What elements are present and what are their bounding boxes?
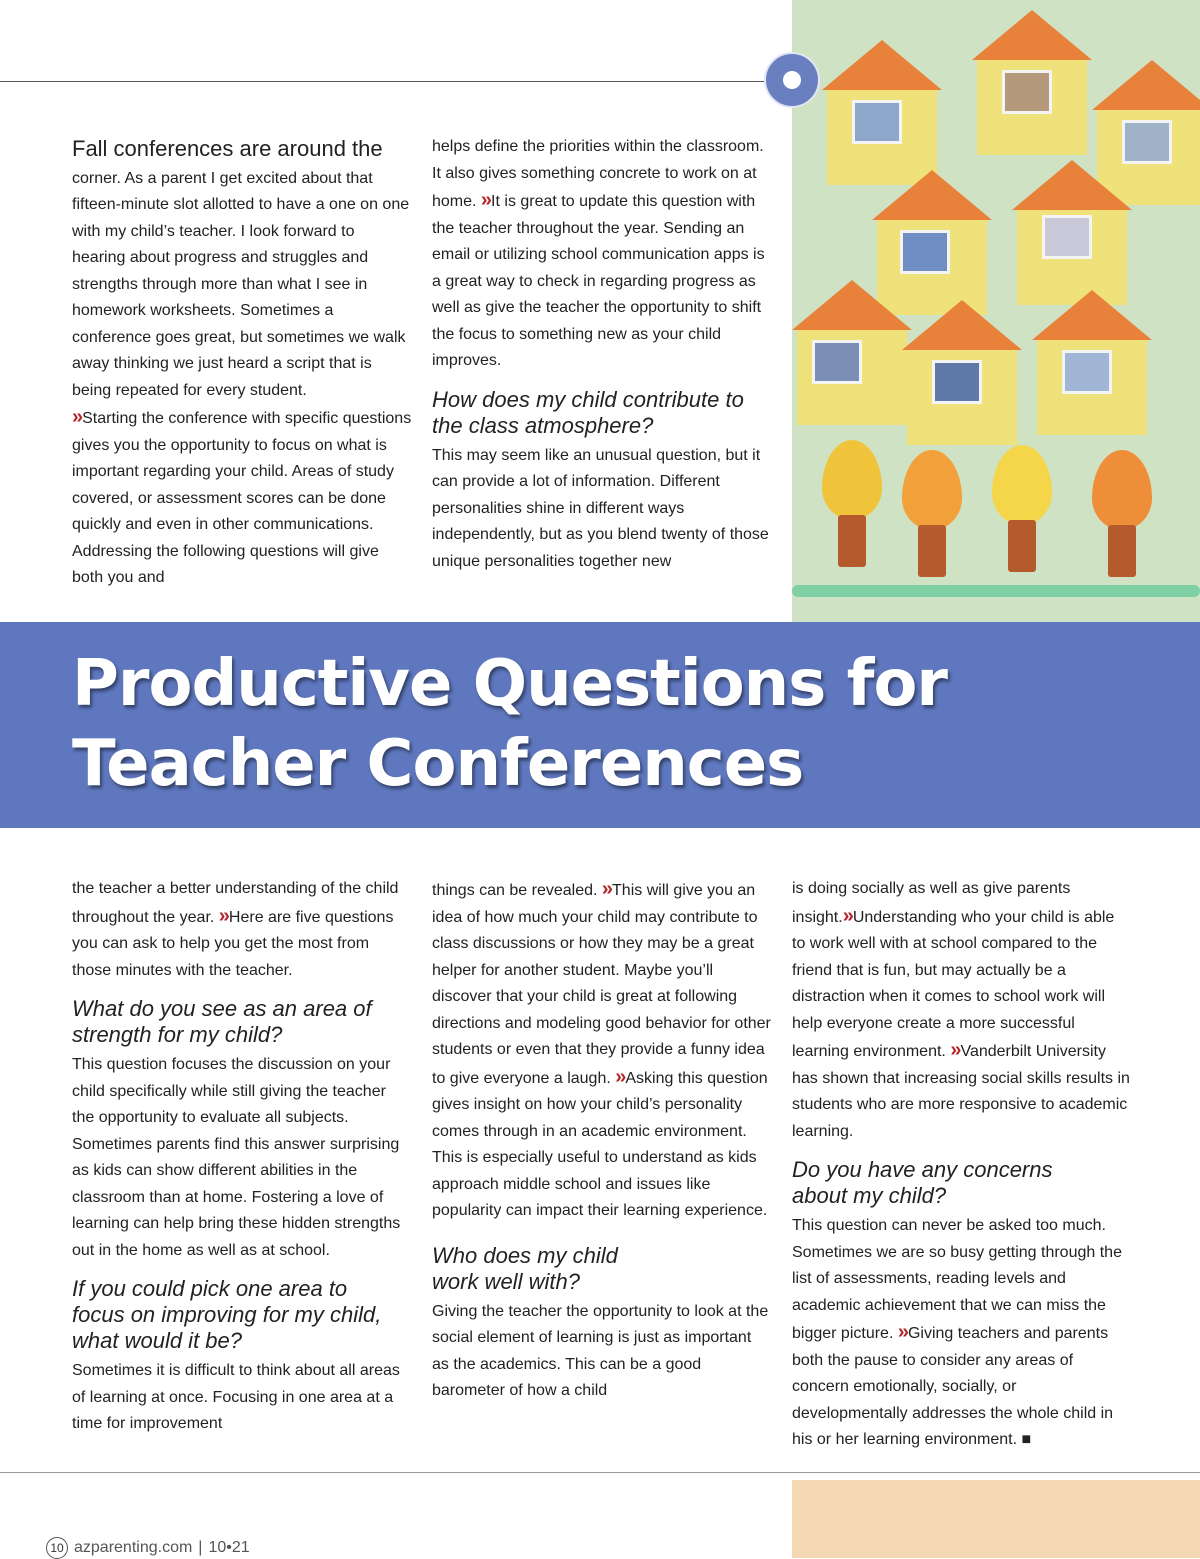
paragraph: Here are five questions you can ask to help you get the most from those minutes with the teacher. [72,908,394,979]
column-1-top [72,134,412,592]
paragraph: Understanding who your child is able to work well with at school compared to the friend that is fun, but may actually be a distraction when it comes to school work will help everyone create a more successful learning environment. [792,908,1115,1060]
footer-site: azparenting.com [74,1539,193,1556]
column-1-bottom [72,876,412,1438]
question-heading: What do you see as an area of strength for my child? [72,996,372,1047]
paragraph: It is great to update this question with the teacher throughout the year. Sending an email or utilizing school communication apps is a great way to check in regarding progress as well as give the teacher the opportunity to shift the focus to something new as your child improves. [432,193,765,369]
classroom-photo [792,0,1200,622]
red-marker-icon: » [480,189,490,211]
footer-issue: 10•21 [208,1539,250,1556]
end-mark-icon: ■ [1021,1431,1032,1448]
paragraph: Vanderbilt University has shown that increasing social skills results in students who are more responsive to academic learning. [792,1043,1130,1140]
red-marker-icon: » [218,904,227,927]
paragraph: Giving the teacher the opportunity to look at the social element of learning is just as important as the academics. This can be a good barometer of how a child [432,1302,769,1399]
paragraph: This will give you an idea of how much your child may contribute to class discussions or how they may be a great helper for another student. Maybe you’ll discover that your child is great at following directions and modeling good behavior for other students or even that they provide a funny idea to give everyone a laugh. [432,882,771,1087]
column-2-bottom [432,876,772,1405]
footer-rule [0,1472,1200,1473]
paragraph: Starting the conference with specific questions gives you the opportunity to focus on what is important regarding your child. Areas of study covered, or assessment scores can be done quickly and even in other communications. Addressing the following questions will give both you and [72,410,412,586]
page-number: 10 [46,1537,68,1559]
column-3-bottom [792,876,1132,1454]
question-heading: How does my child contribute to the class atmosphere? [432,386,744,438]
top-rule [0,81,790,82]
page-title: Productive Questions for Teacher Conferences [72,647,947,801]
column-2-top [432,134,772,575]
paragraph: the teacher a better understanding of the child throughout the year. [72,880,399,926]
red-marker-icon: » [615,1065,624,1088]
paragraph: This may seem like an unusual question, but it can provide a lot of information. Different personalities shine in different ways independently, but as you blend twenty of those unique personalities together new [432,446,769,570]
paragraph: is doing socially as well as give parents insight. [792,880,1071,926]
footer [46,1537,250,1559]
red-marker-icon: » [601,878,611,900]
red-marker-icon: » [842,904,851,927]
paragraph: This question can never be asked too much. Sometimes we are so busy getting through the list of assessments, reading levels and academic achievement that we can miss the bigger picture. [792,1217,1122,1342]
footer-separator: | [198,1539,203,1556]
paragraph: helps define the priorities within the classroom. It also gives something concrete to work on at home. [432,138,764,210]
question-heading: If you could pick one area to focus on improving for my child, what would it be? [72,1276,382,1353]
decorative-ring [764,52,820,108]
red-marker-icon: » [72,406,81,428]
paragraph: This question focuses the discussion on your child specifically while still giving the teacher the opportunity to evaluate all subjects. Sometimes parents find this answer surprising as kids can show different abilities in the classroom than at home. Fostering a love of learning can help bring these hidden strengths out in the home as well as at school. [72,1056,401,1259]
red-marker-icon: » [897,1321,906,1343]
red-marker-icon: » [950,1039,959,1061]
paragraph: things can be revealed. [432,882,598,899]
paragraph: Asking this question gives insight on how your child’s personality comes through in an academic environment. This is especially useful to understand as kids approach middle school and issues like popularity can impact their learning experience. [432,1069,768,1219]
question-heading: Do you have any concerns about my child? [792,1157,1053,1208]
lead-text: Fall conferences are around the [72,136,383,161]
paragraph: Giving teachers and parents both the pause to consider any areas of concern emotionally, socially, or developmentally addresses the whole child in his or her learning environment. [792,1325,1114,1448]
paragraph: corner. As a parent I get excited about that fifteen-minute slot allotted to have a one on one with my child’s teacher. I look forward to hearing about progress and struggles and strengths through more than what I see in homework worksheets. Sometimes a conference goes great, but sometimes we walk away thinking we just heard a script that is being repeated for every student. [72,169,410,399]
question-heading: Who does my child work well with? [432,1242,618,1294]
corner-photo [792,1480,1200,1558]
paragraph: Sometimes it is difficult to think about all areas of learning at once. Focusing in one area at a time for improvement [72,1362,400,1432]
